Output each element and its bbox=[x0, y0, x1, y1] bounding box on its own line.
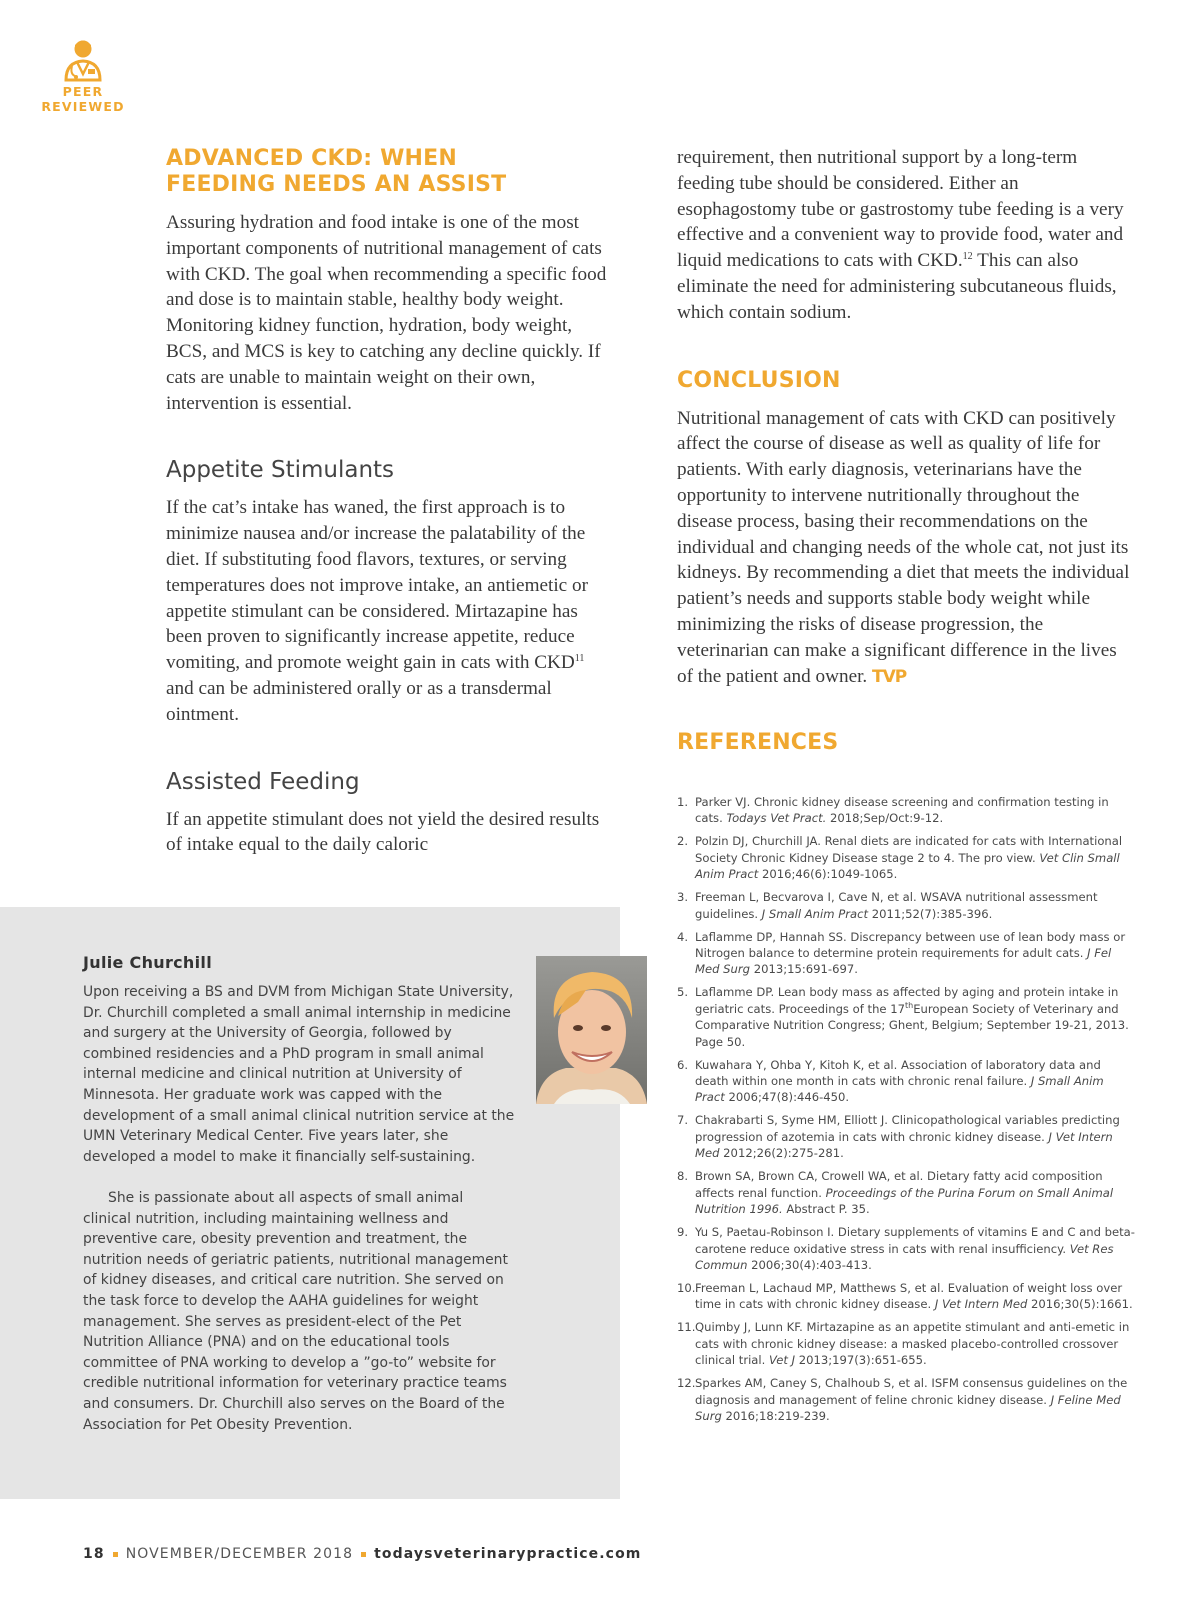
page-number: 18 bbox=[83, 1546, 105, 1562]
reference-item bbox=[677, 889, 1137, 922]
reference-text: Freeman L, Becvarova I, Cave N, et al. WSAVA nutritional assessment guidelines. bbox=[695, 890, 1098, 921]
section-heading-conclusion: CONCLUSION bbox=[677, 367, 841, 393]
reference-item bbox=[677, 929, 1137, 978]
paragraph-appetite bbox=[166, 495, 611, 727]
author-bio-paragraph-1: Upon receiving a BS and DVM from Michigan State University, Dr. Churchill completed a small animal internship in medicine and surgery at the University of Georgia, followed by combined residencies and a PhD program in small animal internal medicine and clinical nutrition at University of Minnesota. Her graduate work was capped with the development of a small animal clinical nutrition service at the UMN Veterinary Medical Center. Five years later, she developed a model to make it financially self-sustaining. bbox=[83, 984, 515, 1165]
reference-journal: J Feline Med Surg bbox=[695, 1392, 1121, 1423]
heading-line1: ADVANCED CKD: WHEN bbox=[166, 146, 457, 171]
reference-text: Laflamme DP, Hannah SS. Discrepancy between use of lean body mass or Nitrogen balance to determine protein requirements for adult cats. bbox=[695, 929, 1126, 961]
reference-number: 7. bbox=[677, 1113, 689, 1128]
reference-journal: Vet J bbox=[769, 1353, 796, 1368]
peer-reviewed-badge bbox=[38, 36, 128, 114]
reference-citation: 2013;15:691-697. bbox=[750, 962, 858, 977]
reference-citation: 2006;30(4):403-413. bbox=[747, 1257, 872, 1272]
reference-text: Yu S, Paetau-Robinson I. Dietary supplements of vitamins E and C and beta-carotene reduce oxidative stress in cats with renal insufficiency. bbox=[695, 1225, 1135, 1256]
paragraph-conclusion bbox=[677, 406, 1137, 691]
reference-superscript: th bbox=[904, 1000, 914, 1010]
website-link[interactable]: todaysveterinarypractice.com bbox=[374, 1546, 642, 1562]
reference-journal: J Vet Intern Med bbox=[934, 1297, 1028, 1312]
issue-date: NOVEMBER/DECEMBER 2018 bbox=[125, 1546, 354, 1562]
reference-citation: 2011;52(7):385-396. bbox=[868, 906, 993, 921]
left-column bbox=[166, 146, 611, 858]
references-list bbox=[677, 794, 1137, 1431]
author-portrait bbox=[536, 956, 647, 1104]
reference-number: 1. bbox=[677, 795, 689, 809]
subheading-appetite-stimulants: Appetite Stimulants bbox=[166, 457, 395, 484]
reference-number: 3. bbox=[677, 890, 689, 905]
reference-item bbox=[677, 1224, 1137, 1273]
paragraph-appetite-text-b: and can be administered orally or as a transdermal ointment. bbox=[166, 677, 552, 725]
paragraph-feeding-tube-text-b: This can also eliminate the need for administering subcutaneous fluids, which contain sodium. bbox=[677, 250, 1117, 323]
citation-sup-11: 11 bbox=[574, 653, 585, 665]
reference-item bbox=[677, 794, 1137, 827]
paragraph-feeding-tube bbox=[677, 145, 1137, 326]
right-column bbox=[677, 145, 1137, 756]
reference-number: 9. bbox=[677, 1225, 689, 1240]
paragraph-assisted-feeding: If an appetite stimulant does not yield the desired results of intake equal to the daily caloric bbox=[166, 808, 600, 856]
reference-citation: 2006;47(8):446-450. bbox=[724, 1090, 850, 1105]
section-heading-advanced-ckd bbox=[166, 146, 611, 198]
reference-text: Sparkes AM, Caney S, Chalhoub S, et al. ISFM consensus guidelines on the diagnosis and management of feline chronic kidney disease. bbox=[695, 1376, 1128, 1407]
doctor-person-icon bbox=[60, 36, 106, 82]
reference-text: Freeman L, Lachaud MP, Matthews S, et al. Evaluation of weight loss over time in cats with chronic kidney disease. bbox=[695, 1280, 1123, 1312]
section-heading-references: REFERENCES bbox=[677, 730, 839, 756]
reference-text-continued: European Society of Veterinary and Comparative Nutrition Congress; Ghent, Belgium; September 19-21, 2013. Page 50. bbox=[695, 1001, 1129, 1049]
reference-item bbox=[677, 1168, 1137, 1217]
reference-citation: 2012;26(2):275-281. bbox=[719, 1146, 844, 1161]
reference-journal: J Vet Intern Med bbox=[695, 1129, 1113, 1161]
reference-number: 6. bbox=[677, 1057, 689, 1072]
heading-line2: FEEDING NEEDS AN ASSIST bbox=[166, 172, 507, 197]
author-bio-paragraph-2: She is passionate about all aspects of small animal clinical nutrition, including maintaining wellness and preventive care, obesity prevention and treatment, the nutrition needs of geriatric patients, nutritional management of kidney diseases, and critical care nutrition. She served on the task force to develop the AAHA guidelines for weight management. She serves as president-elect of the Pet Nutrition Alliance (PNA) and on the educational tools committee of PNA working to develop a ”go-to” website for credible nutritional information for veterinary practice teams and consumers. Dr. Churchill also serves on the Board of the Association for Pet Obesity Prevention. bbox=[83, 1190, 508, 1433]
paragraph-hydration: Assuring hydration and food intake is one of the most important components of nutritional management of cats with CKD. The goal when recommending a specific food and dose is to maintain stable, healthy body weight. Monitoring kidney function, hydration, body weight, BCS, and MCS is key to catching any decline quickly. If cats are unable to maintain weight on their own, intervention is essential. bbox=[166, 212, 607, 414]
reference-number: 5. bbox=[677, 985, 689, 1000]
reference-item bbox=[677, 984, 1137, 1050]
paragraph-conclusion-text: Nutritional management of cats with CKD can positively affect the course of disease as well as quality of life for patients. With early diagnosis, veterinarians have the opportunity to intervene nutritionally throughout the disease process, basing their recommendations on the individual and changing needs of the whole cat, not just its kidneys. By recommending a diet that meets the individual patient’s needs and supports stable body weight while minimizing the risks of disease progression, the veterinarian can make a significant difference in the lives of the patient and owner. bbox=[677, 407, 1130, 687]
reference-item bbox=[677, 1375, 1137, 1424]
paragraph-feeding-tube-text-a: requirement, then nutritional support by a long-term feeding tube should be considered. Either an esophagostomy tube or gastrostomy tube feeding is a very effective and a convenient way to provide food, water and liquid medications to cats with CKD. bbox=[677, 147, 1124, 272]
reference-text: Laflamme DP. Lean body mass as affected by aging and protein intake in geriatric cats. Proceedings of the 17 bbox=[695, 985, 1119, 1016]
reference-item bbox=[677, 1319, 1137, 1368]
reference-text: Quimby J, Lunn KF. Mirtazapine as an appetite stimulant and anti-emetic in cats with chronic kidney disease: a masked placebo-controlled crossover clinical trial. bbox=[695, 1320, 1130, 1368]
reference-journal: J Small Anim Pract bbox=[761, 906, 869, 921]
reference-text: Brown SA, Brown CA, Crowell WA, et al. Dietary fatty acid composition affects renal function. bbox=[695, 1169, 1103, 1200]
reference-number: 11. bbox=[677, 1320, 696, 1335]
reference-journal: Vet Clin Small Anim Pract bbox=[695, 850, 1120, 882]
reference-journal: J Fel Med Surg bbox=[695, 946, 1112, 977]
reference-citation: Abstract P. 35. bbox=[782, 1202, 870, 1217]
reference-citation: 2013;197(3):651-655. bbox=[795, 1353, 927, 1368]
reference-item bbox=[677, 833, 1137, 882]
tvp-end-mark: TVP bbox=[872, 666, 907, 687]
reference-item bbox=[677, 1057, 1137, 1106]
page-footer bbox=[83, 1546, 641, 1562]
footer-separator bbox=[113, 1552, 118, 1557]
reference-citation: 2016;18:219-239. bbox=[721, 1408, 830, 1423]
reference-number: 10. bbox=[677, 1280, 696, 1295]
reference-text: Chakrabarti S, Syme HM, Elliott J. Clinicopathological variables predicting progression of azotemia in cats with chronic kidney disease. bbox=[695, 1113, 1120, 1144]
reference-journal: J Small Anim Pract bbox=[695, 1074, 1104, 1105]
reference-journal: Vet Res Commun bbox=[695, 1241, 1114, 1272]
subheading-assisted-feeding: Assisted Feeding bbox=[166, 768, 360, 795]
reference-number: 4. bbox=[677, 929, 689, 944]
reference-journal: Todays Vet Pract. bbox=[726, 811, 827, 826]
reference-citation: 2018;Sep/Oct:9-12. bbox=[826, 811, 944, 826]
reference-citation: 2016;30(5):1661. bbox=[1027, 1297, 1133, 1312]
reference-number: 8. bbox=[677, 1169, 689, 1184]
reference-text: Polzin DJ, Churchill JA. Renal diets are indicated for cats with International Society Chronic Kidney Disease stage 2 to 4. The pro view. bbox=[695, 834, 1123, 865]
author-name: Julie Churchill bbox=[83, 953, 212, 972]
reference-number: 2. bbox=[677, 834, 689, 849]
citation-sup-12: 12 bbox=[962, 251, 973, 263]
reference-number: 12. bbox=[677, 1376, 696, 1391]
reference-journal: Proceedings of the Purina Forum on Small Animal Nutrition 1996. bbox=[695, 1185, 1114, 1217]
badge-line2: REVIEWED bbox=[41, 99, 125, 114]
reference-text: Kuwahara Y, Ohba Y, Kitoh K, et al. Association of laboratory data and death within one month in cats with chronic renal failure. bbox=[695, 1057, 1101, 1089]
badge-line1: PEER bbox=[62, 84, 104, 99]
reference-text: Parker VJ. Chronic kidney disease screening and confirmation testing in cats. bbox=[695, 795, 1109, 826]
reference-citation: 2016;46(6):1049-1065. bbox=[758, 867, 898, 882]
reference-item bbox=[677, 1280, 1137, 1313]
reference-item bbox=[677, 1112, 1137, 1161]
footer-separator bbox=[361, 1552, 366, 1557]
paragraph-appetite-text-a: If the cat’s intake has waned, the first approach is to minimize nausea and/or increase the palatability of the diet. If substituting food flavors, textures, or serving temperatures does not improve intake, an antiemetic or appetite stimulant can be considered. Mirtazapine has been proven to significantly increase appetite, reduce vomiting, and promote weight gain in cats with CKD bbox=[166, 497, 588, 674]
